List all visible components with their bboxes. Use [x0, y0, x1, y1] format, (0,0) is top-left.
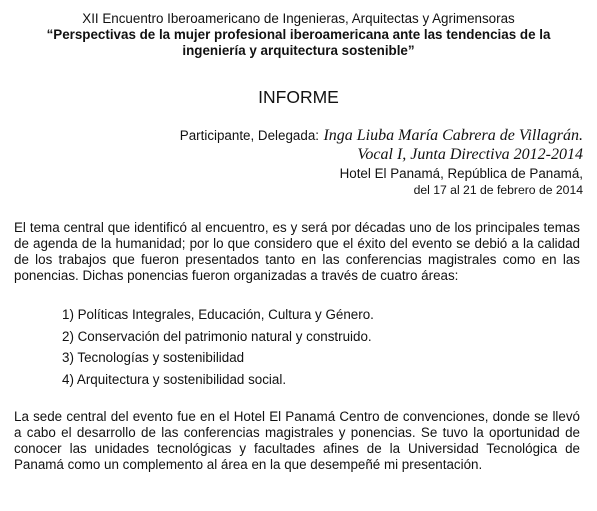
- document-header: [0, 11, 597, 59]
- participant-block: [180, 126, 583, 198]
- list-item: 2) Conservación del patrimonio natural y construido.: [62, 328, 372, 344]
- body-paragraph-1: El tema central que identificó al encuentro, es y será por décadas uno de los principales temas de agenda de la humanidad; por lo que considero que el éxito del evento se debió a la calidad de los trabajos que fueron presentados tanto en las conferencias magistrales como en las ponencias. Dichas ponencias fueron organizadas a través de cuatro áreas:: [14, 220, 580, 283]
- list-item: 4) Arquitectura y sostenibilidad social.: [62, 371, 287, 387]
- participant-name: Inga Liuba María Cabrera de Villagrán.: [323, 127, 583, 144]
- venue: Hotel El Panamá, República de Panamá,: [339, 166, 583, 181]
- thematic-areas-list: [62, 307, 374, 393]
- body-paragraph-2: La sede central del evento fue en el Hotel El Panamá Centro de convenciones, donde se llevó a cabo el desarrollo de las conferencias magistrales y ponencias. Se tuvo la oportunidad de conocer las unidades tecnológicas y facultades afines de la Universidad Tecnológica de Panamá como un complemento al área en la que desempeñé mi presentación.: [14, 409, 580, 472]
- event-dates: del 17 al 21 de febrero de 2014: [413, 183, 583, 197]
- participant-role: Vocal I, Junta Directiva 2012-2014: [357, 146, 583, 163]
- list-item: 3) Tecnologías y sostenibilidad: [62, 350, 245, 365]
- participant-label: Participante, Delegada:: [179, 128, 319, 143]
- list-item: 1) Políticas Integrales, Educación, Cultura y Género.: [62, 307, 374, 322]
- report-title: INFORME: [258, 87, 339, 107]
- event-name: XII Encuentro Iberoamericano de Ingenieras, Arquitectas y Agrimensoras: [82, 11, 515, 26]
- event-subtitle: “Perspectivas de la mujer profesional iberoamericana ante las tendencias de la ingeniería y arquitectura sostenible”: [46, 27, 551, 58]
